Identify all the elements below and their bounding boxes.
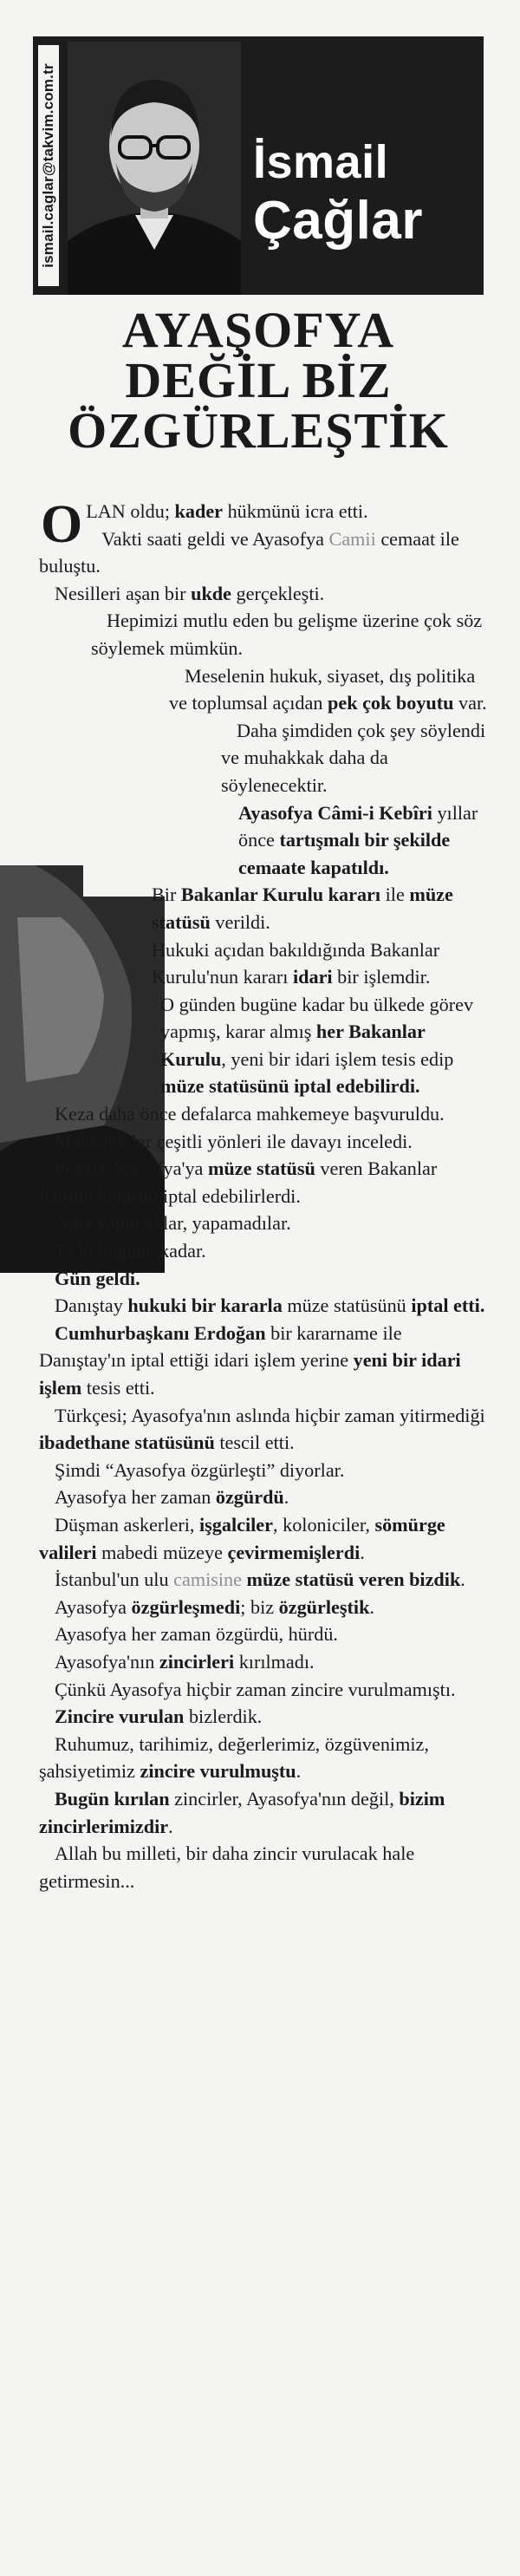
paragraph-7 xyxy=(39,799,490,882)
grey-text: camisine xyxy=(173,1568,242,1591)
paragraph-24 xyxy=(39,1594,490,1621)
article-headline xyxy=(33,302,484,459)
paragraph-29 xyxy=(39,1731,490,1785)
text: . xyxy=(296,1760,302,1783)
paragraph-22 xyxy=(39,1511,490,1566)
paragraph-11: Keza daha önce defalarca mahkemeye başvuruldu. xyxy=(55,1103,445,1125)
text: Meselenin hukuk, siyaset, dış politika ve toplumsal açıdan xyxy=(169,664,476,714)
bold-text: bizim zincirlerimizdir xyxy=(39,1787,445,1837)
text: . xyxy=(168,1815,173,1837)
author-email: ismail.caglar@takvim.com.tr xyxy=(40,63,56,268)
paragraph-12: Mahkemeler çeşitli yönleri ile davayı inceledi. xyxy=(55,1130,413,1152)
paragraph-10 xyxy=(39,991,490,1100)
text: . xyxy=(460,1568,465,1591)
text: Hukuki açıdan bakıldığında Bakanlar Kurulu'nun kararı xyxy=(152,938,440,988)
paragraph-20: Şimdi “Ayasofya özgürleşti” diyorlar. xyxy=(55,1458,345,1481)
paragraph-19 xyxy=(39,1402,490,1457)
bold-text: müze statüsü veren bizdik xyxy=(246,1568,461,1591)
bold-text: ibadethane statüsünü xyxy=(39,1431,215,1454)
bold-text: Zincire vurulan xyxy=(55,1705,185,1728)
article-body xyxy=(39,495,490,1895)
bold-text: müze statüsü xyxy=(207,1158,315,1180)
author-first-name: İsmail xyxy=(253,136,389,188)
text: var. xyxy=(453,692,487,714)
paragraph-23 xyxy=(39,1566,490,1594)
bold-text: özgürleştik xyxy=(278,1595,370,1618)
text: Düşman askerleri, xyxy=(55,1513,199,1536)
text: müze statüsünü xyxy=(282,1295,412,1317)
text: gerçekleşti. xyxy=(231,582,325,604)
bold-text: zincirleri xyxy=(159,1650,235,1673)
bold-text: Cumhurbaşkanı Erdoğan xyxy=(55,1321,266,1344)
author-portrait xyxy=(68,42,241,295)
text: . xyxy=(369,1595,374,1618)
paragraph-27: Çünkü Ayasofya hiçbir zaman zincire vurulmamıştı. xyxy=(55,1678,456,1700)
text: Vakti saati geldi ve Ayasofya xyxy=(101,527,329,550)
text: Nesilleri aşan bir xyxy=(55,582,192,604)
paragraph-2 xyxy=(39,525,490,580)
drop-cap: O xyxy=(41,495,83,554)
paragraph-21 xyxy=(39,1484,490,1511)
bold-text: idari xyxy=(292,966,333,988)
paragraph-4: Hepimizi mutlu eden bu gelişme üzerine çok söz söylemek mümkün. xyxy=(91,610,483,659)
bold-text: özgürleşmedi xyxy=(131,1595,241,1618)
bold-text: iptal etti. xyxy=(411,1295,485,1317)
bold-text: Bakanlar Kurulu kararı xyxy=(180,884,381,906)
text: Türkçesi; Ayasofya'nın aslında hiçbir zaman yitirmediği xyxy=(55,1404,485,1426)
headline-line-3: ÖZGÜRLEŞTİK xyxy=(68,402,449,459)
bold-text: Bugün kırılan xyxy=(55,1787,170,1810)
text: zincirler, Ayasofya'nın değil, xyxy=(169,1787,400,1810)
text: Bir xyxy=(152,884,181,906)
text: Pekâlâ Ayasofya'ya xyxy=(55,1158,208,1180)
paragraph-16: Gün geldi. xyxy=(55,1267,140,1289)
text: Ayasofya'nın xyxy=(55,1650,159,1673)
bold-text: Ayasofya Câmi-i Kebîri xyxy=(238,801,432,824)
paragraph-18 xyxy=(39,1320,490,1402)
bold-text: müze statüsünü iptal edebilirdi. xyxy=(160,1075,420,1098)
author-last-name: Çağlar xyxy=(253,191,423,251)
text: İstanbul'un ulu xyxy=(55,1568,174,1591)
paragraph-3 xyxy=(39,580,490,608)
text: cemaat ile buluştu. xyxy=(39,527,459,577)
column-header xyxy=(33,36,484,295)
text: verildi. xyxy=(210,910,270,933)
text: tescil etti. xyxy=(214,1431,295,1454)
author-email-strip xyxy=(38,45,59,286)
text: Ayasofya xyxy=(55,1595,132,1618)
bold-text: zincire vurulmuştu xyxy=(140,1760,296,1783)
paragraph-26 xyxy=(39,1648,490,1676)
headline-line-1: AYAŞOFYA xyxy=(121,302,395,358)
text: Ayasofya her zaman xyxy=(55,1486,216,1509)
text: bir kararname ile Danıştay'ın iptal ettiği idari işlem yerine xyxy=(39,1321,402,1372)
grey-text: Camii xyxy=(328,527,376,550)
bold-text: hukuki bir kararla xyxy=(127,1295,283,1317)
text: yıllar önce xyxy=(238,801,478,851)
paragraph-9 xyxy=(39,936,490,991)
text: , yeni bir idari işlem tesis edip xyxy=(221,1047,454,1070)
bold-text: özgürdü xyxy=(215,1486,284,1509)
paragraph-13 xyxy=(39,1155,490,1210)
paragraph-17 xyxy=(39,1292,490,1320)
paragraph-25: Ayasofya her zaman özgürdü, hürdü. xyxy=(55,1623,338,1646)
paragraph-14: Ama yapmadılar, yapamadılar. xyxy=(55,1212,291,1235)
bold-text: sömürge valileri xyxy=(39,1513,445,1563)
bold-text: pek çok boyutu xyxy=(328,692,454,714)
bold-text: her Bakanlar Kurulu xyxy=(160,1021,426,1070)
text: , koloniciler, xyxy=(273,1513,375,1536)
text: ; biz xyxy=(240,1595,279,1618)
paragraph-30 xyxy=(39,1785,490,1840)
text: LAN oldu; xyxy=(86,500,175,522)
bold-text: ukde xyxy=(191,582,231,604)
headline-line-2: DEĞİL BİZ xyxy=(125,352,392,408)
text: O günden bugüne kadar bu ülkede görev yapmış, karar almış xyxy=(160,993,474,1043)
paragraph-5 xyxy=(39,662,490,717)
bold-text: yeni bir idari işlem xyxy=(39,1349,461,1399)
text: bizlerdik. xyxy=(184,1705,263,1728)
paragraph-28 xyxy=(39,1703,490,1731)
paragraph-6: Daha şimdiden çok şey söylendi ve muhakkak daha da söylenecektir. xyxy=(221,719,486,796)
text: tesis etti. xyxy=(81,1377,155,1399)
bold-text: işgalciler xyxy=(198,1513,274,1536)
text: mabedi müzeye xyxy=(96,1541,228,1563)
text: . xyxy=(360,1541,365,1563)
text: ile xyxy=(380,884,410,906)
text: kırılmadı. xyxy=(234,1650,315,1673)
text: bir işlemdir. xyxy=(332,966,431,988)
text: veren Bakanlar Kurulu kararını iptal edebilirlerdi. xyxy=(39,1158,438,1207)
text: Danıştay xyxy=(55,1295,128,1317)
paragraph-31: Allah bu milleti, bir daha zincir vurulacak hale getirmesin... xyxy=(39,1842,415,1892)
text: Ruhumuz, tarihimiz, değerlerimiz, özgüvenimiz, şahsiyetimiz xyxy=(39,1732,429,1783)
text: hükmünü icra etti. xyxy=(223,500,368,522)
bold-text: çevirmemişlerdi xyxy=(227,1541,361,1563)
bold-text: müze statüsü xyxy=(152,884,453,933)
bold-text: kader xyxy=(174,500,224,522)
paragraph-15: Ta ki bugüne kadar. xyxy=(55,1240,206,1262)
bold-text: tartışmalı bir şekilde cemaate kapatıldı. xyxy=(238,829,451,878)
paragraph-8 xyxy=(39,881,490,936)
text: . xyxy=(283,1486,289,1509)
